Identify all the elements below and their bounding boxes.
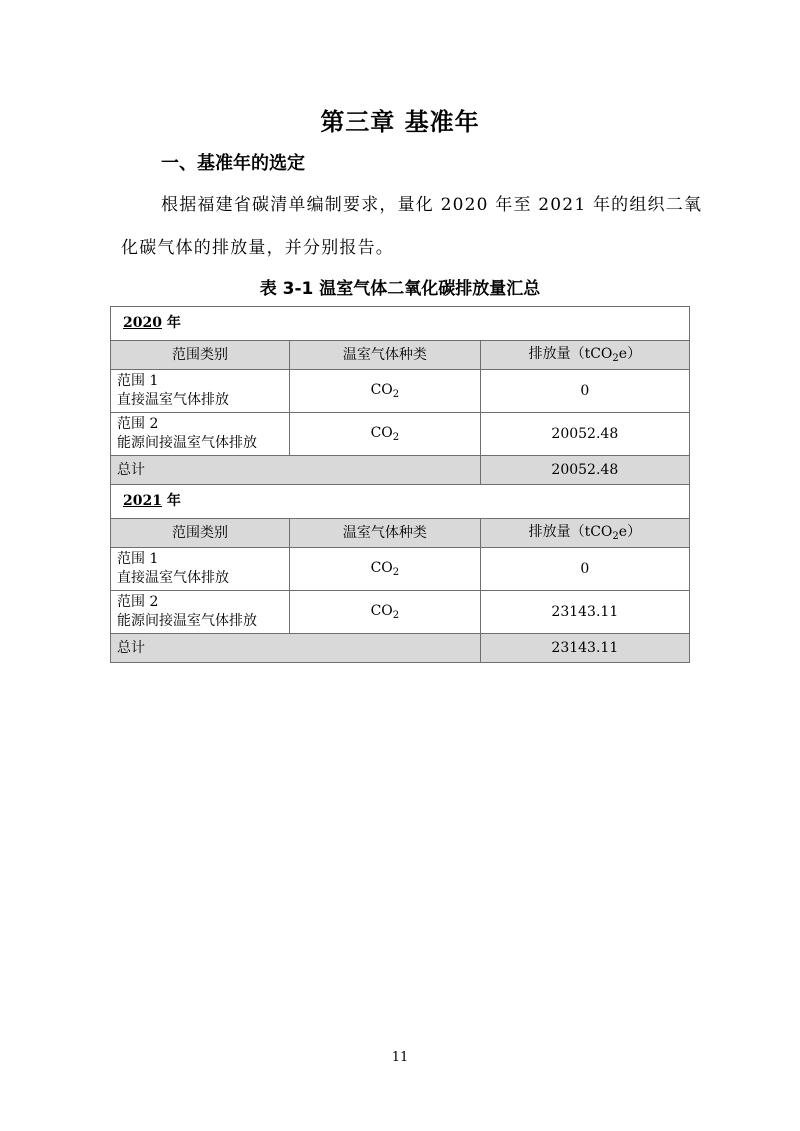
gas-cell xyxy=(290,413,481,456)
header-scope-category: 范围类别 xyxy=(111,341,290,370)
scope-description: 直接温室气体排放 xyxy=(117,392,229,408)
scope-description: 能源间接温室气体排放 xyxy=(117,613,257,629)
header-emissions-prefix: 排放量（tCO xyxy=(528,524,613,540)
emission-value: 20052.48 xyxy=(480,413,689,456)
header-emissions-prefix: 排放量（tCO xyxy=(528,346,613,362)
year-cell xyxy=(111,485,690,519)
year-row-2021 xyxy=(111,485,690,519)
header-emissions xyxy=(480,519,689,548)
scope-label: 范围 1 xyxy=(117,373,159,389)
paragraph-line-1: 根据福建省碳清单编制要求，量化 2020 年至 2021 年的组织二氧 xyxy=(161,195,703,215)
gas-prefix: CO xyxy=(370,425,393,441)
total-value: 20052.48 xyxy=(480,456,689,485)
header-emissions-sub: 2 xyxy=(612,531,619,542)
total-label: 总计 xyxy=(111,634,481,663)
year-cell xyxy=(111,307,690,341)
total-row-2020 xyxy=(111,456,690,485)
scope-label: 范围 2 xyxy=(117,416,159,432)
gas-cell xyxy=(290,370,481,413)
scope-label: 范围 2 xyxy=(117,594,159,610)
table-caption: 表 3-1 温室气体二氧化碳排放量汇总 xyxy=(259,279,541,299)
scope-cell xyxy=(111,591,290,634)
table-row xyxy=(111,370,690,413)
gas-cell xyxy=(290,548,481,591)
year-value: 2021 xyxy=(123,493,162,509)
year-suffix: 年 xyxy=(166,493,181,509)
header-emissions-suffix: e） xyxy=(618,524,642,540)
year-value: 2020 xyxy=(123,315,162,331)
chapter-title: 第三章 基准年 xyxy=(320,108,480,136)
scope-label: 范围 1 xyxy=(117,551,159,567)
scope-description: 直接温室气体排放 xyxy=(117,570,229,586)
header-emissions-sub: 2 xyxy=(612,353,619,364)
gas-sub: 2 xyxy=(392,432,400,443)
gas-sub: 2 xyxy=(392,567,400,578)
gas-prefix: CO xyxy=(370,560,393,576)
year-row-2020 xyxy=(111,307,690,341)
total-value: 23143.11 xyxy=(480,634,689,663)
header-emissions-suffix: e） xyxy=(618,346,642,362)
scope-cell xyxy=(111,548,290,591)
page-number: 11 xyxy=(391,1050,409,1065)
scope-cell xyxy=(111,370,290,413)
gas-cell xyxy=(290,591,481,634)
header-ghg-type: 温室气体种类 xyxy=(290,519,481,548)
table-row xyxy=(111,591,690,634)
header-ghg-type: 温室气体种类 xyxy=(290,341,481,370)
emission-value: 0 xyxy=(480,370,689,413)
gas-sub: 2 xyxy=(392,610,400,621)
emissions-summary-table xyxy=(110,306,690,663)
total-row-2021 xyxy=(111,634,690,663)
gas-prefix: CO xyxy=(370,382,393,398)
paragraph-line-2: 化碳气体的排放量，并分别报告。 xyxy=(121,238,394,258)
table-row xyxy=(111,413,690,456)
table-row xyxy=(111,548,690,591)
table-header-row xyxy=(111,519,690,548)
header-scope-category: 范围类别 xyxy=(111,519,290,548)
total-label: 总计 xyxy=(111,456,481,485)
scope-cell xyxy=(111,413,290,456)
header-emissions xyxy=(480,341,689,370)
gas-sub: 2 xyxy=(392,389,400,400)
section-heading: 一、基准年的选定 xyxy=(161,153,305,174)
table-header-row xyxy=(111,341,690,370)
gas-prefix: CO xyxy=(370,603,393,619)
scope-description: 能源间接温室气体排放 xyxy=(117,435,257,451)
emission-value: 0 xyxy=(480,548,689,591)
emission-value: 23143.11 xyxy=(480,591,689,634)
year-suffix: 年 xyxy=(166,315,181,331)
